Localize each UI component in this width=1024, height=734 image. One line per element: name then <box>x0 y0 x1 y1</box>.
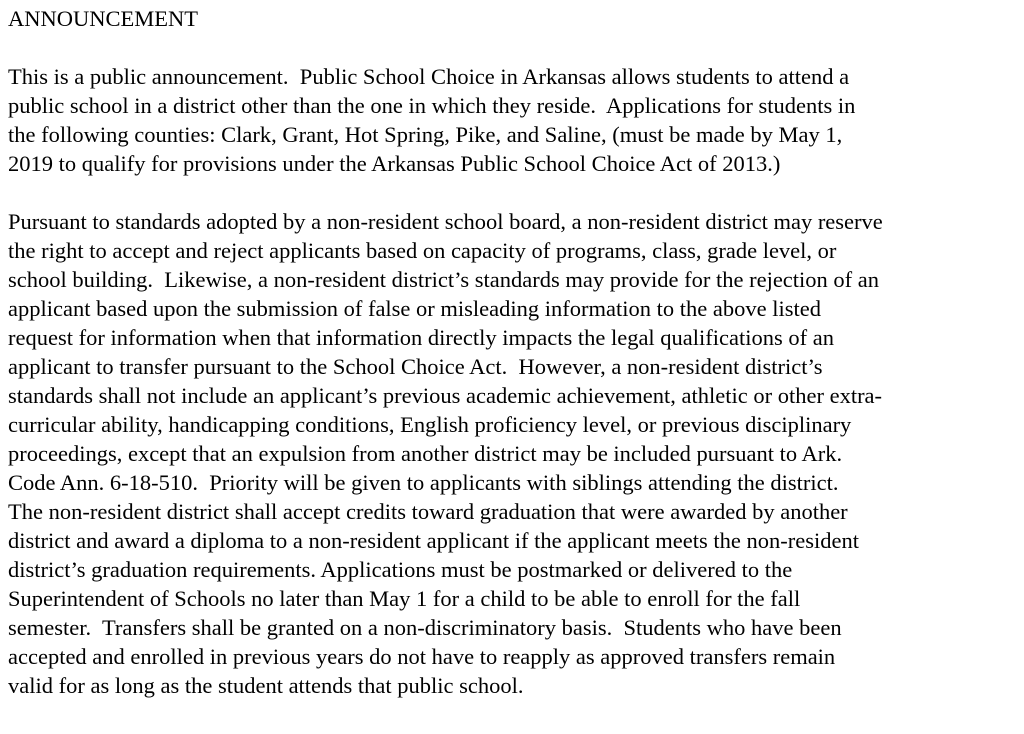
text-line: accepted and enrolled in previous years do not have to reapply as approved transfers remain <box>8 644 836 669</box>
document-body <box>8 62 1016 700</box>
paragraph <box>8 62 1016 178</box>
text-line: school building. Likewise, a non-resident district’s standards may provide for the rejection of an <box>8 267 880 292</box>
text-line: curricular ability, handicapping conditions, English proficiency level, or previous disciplinary <box>8 412 852 437</box>
text-line: district and award a diploma to a non-resident applicant if the applicant meets the non-resident <box>8 528 859 553</box>
text-line: Pursuant to standards adopted by a non-resident school board, a non-resident district may reserve <box>8 209 883 234</box>
text-line: the right to accept and reject applicants based on capacity of programs, class, grade level, or <box>8 238 837 263</box>
text-line: the following counties: Clark, Grant, Hot Spring, Pike, and Saline, (must be made by May 1, <box>8 122 843 147</box>
text-line: proceedings, except that an expulsion from another district may be included pursuant to Ark. <box>8 441 843 466</box>
text-line: request for information when that information directly impacts the legal qualifications of an <box>8 325 834 350</box>
text-line: Superintendent of Schools no later than May 1 for a child to be able to enroll for the fall <box>8 586 801 611</box>
page-title: ANNOUNCEMENT <box>8 6 198 31</box>
text-line: standards shall not include an applicant’s previous academic achievement, athletic or other extra- <box>8 383 883 408</box>
text-line: applicant to transfer pursuant to the School Choice Act. However, a non-resident district’s <box>8 354 823 379</box>
text-line: public school in a district other than the one in which they reside. Applications for students in <box>8 93 856 118</box>
text-line: district’s graduation requirements. Applications must be postmarked or delivered to the <box>8 557 793 582</box>
text-line: This is a public announcement. Public School Choice in Arkansas allows students to attend a <box>8 64 850 89</box>
text-line: semester. Transfers shall be granted on a non-discriminatory basis. Students who have been <box>8 615 842 640</box>
text-line: valid for as long as the student attends that public school. <box>8 673 524 698</box>
text-line: applicant based upon the submission of false or misleading information to the above listed <box>8 296 821 321</box>
paragraph <box>8 207 1016 700</box>
text-line: 2019 to qualify for provisions under the Arkansas Public School Choice Act of 2013.) <box>8 151 781 176</box>
text-line: Code Ann. 6-18-510. Priority will be given to applicants with siblings attending the district. <box>8 470 839 495</box>
text-line: The non-resident district shall accept credits toward graduation that were awarded by another <box>8 499 848 524</box>
